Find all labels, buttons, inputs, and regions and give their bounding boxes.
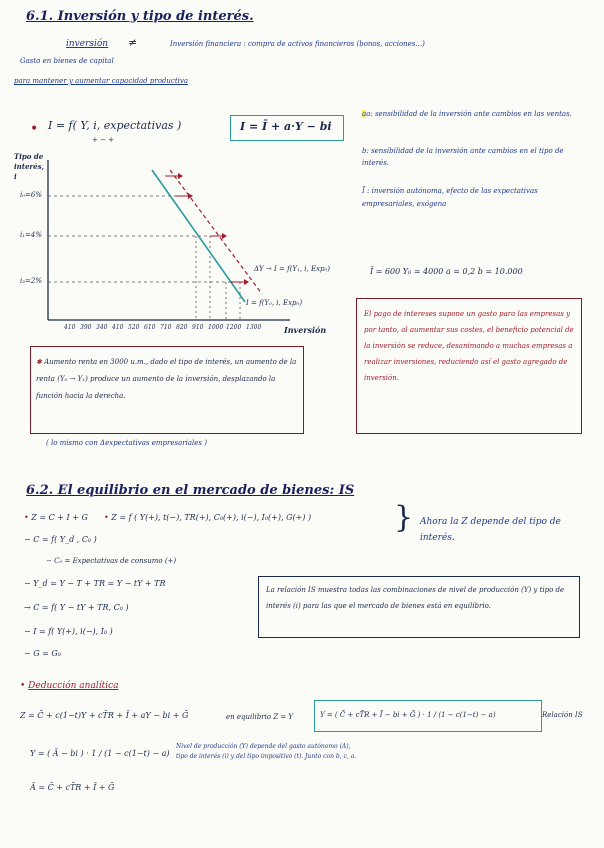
xtick-3: 410 bbox=[112, 324, 124, 331]
autonomous-spending-def: Ā = C̄ + cT̄R + Ī + Ḡ bbox=[30, 783, 115, 792]
xtick-1: 390 bbox=[80, 324, 92, 331]
graph-x-label: Inversión bbox=[284, 325, 327, 335]
investment-equation: I = Ī + a·Y − bi bbox=[240, 120, 332, 133]
legend-b: b: sensibilidad de la inversión ante cambios en el tipo de interés. bbox=[362, 147, 564, 167]
bullet-dot: • bbox=[30, 121, 39, 137]
income-increase-note: ✱ Aumento renta en 3000 u.m., dado el tipo de interés, un aumento de la renta (Y₀ → Y₁) produce un aumento de la inversión, desplazando la función hacia la derecha. bbox=[36, 358, 297, 400]
is-relation-note: La relación IS muestra todas las combinaciones de nivel de producción (Y) y tipo de interés (i) para las que el mercado de bienes está en equilibrio. bbox=[266, 586, 565, 610]
legend-ibar: Ī : inversión autónoma, efecto de las expectativas empresariales, exógena bbox=[362, 187, 538, 208]
xtick-4: 520 bbox=[128, 324, 140, 331]
analytic-derivation-title: • Deducción analítica bbox=[20, 681, 119, 691]
z-depends-note: Ahora la Z depende del tipo de interés. bbox=[420, 517, 561, 543]
disposable-income: − Y_d = Y − T + TR = Y − tY + TR bbox=[24, 579, 166, 588]
z-definition: • Z = C + I + G bbox=[24, 513, 88, 522]
production-note: Nivel de producción (Y) depende del gasto autónomo (A), tipo de interés (i) y del tipo impositivo (t). Junto con b, c, a. bbox=[176, 743, 357, 760]
xtick-9: 1000 bbox=[208, 324, 224, 331]
expectations-note: ( lo mismo con Δexpectativas empresariales ) bbox=[46, 439, 207, 447]
curve-label-shifted: ΔY → I = f(Y₁, i, Exp₀) bbox=[254, 265, 331, 273]
inversion-word: inversión bbox=[66, 39, 109, 49]
is-relation-label: Relación IS bbox=[542, 711, 583, 719]
z-expanded: Z = C̄ + c(1−t)Y + cT̄R + Ī + aY − bi + Ḡ bbox=[20, 711, 189, 720]
financial-investment-note: Inversión financiera : compra de activos financieros (bonos, acciones...) bbox=[170, 40, 425, 48]
xtick-6: 710 bbox=[160, 324, 172, 331]
function-signs: + − + bbox=[92, 136, 115, 144]
ytick-i2: i₂=2% bbox=[20, 277, 43, 285]
equilibrium-condition: en equilibrio Z = Y bbox=[226, 713, 294, 721]
curve-label-original: I = f(Y₀, i, Exp₀) bbox=[246, 299, 303, 307]
ytick-i1: i₁=4% bbox=[20, 231, 43, 239]
xtick-2: 340 bbox=[96, 324, 108, 331]
section-6-1-title: 6.1. Inversión y tipo de interés. bbox=[26, 9, 254, 24]
section-6-2-title: 6.2. El equilibrio en el mercado de bienes: IS bbox=[26, 483, 355, 498]
investment-function-2: − I = f( Y(+), i(−), I₀ ) bbox=[24, 627, 113, 636]
xtick-5: 610 bbox=[144, 324, 156, 331]
not-equal-sign: ≠ bbox=[128, 36, 138, 49]
z-function: • Z = f ( Y(+), t(−), TR(+), C₀(+), i(−), I₀(+), G(+) ) bbox=[104, 513, 312, 522]
bracket: } bbox=[394, 500, 414, 535]
parameter-values: Ī = 600 Y₀ = 4000 a = 0,2 b = 10.000 bbox=[370, 267, 523, 276]
consumption-full: → C = f( Y − tY + TR, C₀ ) bbox=[24, 603, 129, 612]
xtick-8: 910 bbox=[192, 324, 204, 331]
government-spending: − G = G₀ bbox=[24, 649, 62, 658]
xtick-7: 820 bbox=[176, 324, 188, 331]
interest-cost-note: El pago de intereses supone un gasto para las empresas y por tanto, al aumentar sus costes, el beneficio potencial de la inversión se reduce, desanimando a muchas empresas a realizar inversiones, reduciendo así el gasto agregado de inversión. bbox=[364, 310, 574, 382]
consumption-function: − C = f( Y_d , C₀ ) bbox=[24, 535, 97, 544]
investment-function: I = f( Y, i, expectativas ) bbox=[48, 119, 182, 132]
legend-a: aa: sensibilidad de la inversión ante cambios en las ventas. bbox=[362, 110, 572, 118]
investment-curve-shifted bbox=[170, 170, 262, 294]
autonomous-consumption-note: − C₀ = Expectativas de consumo (+) bbox=[46, 557, 177, 565]
y-short-form: Y = ( Ā − bi ) · 1 / (1 − c(1−t) − a) bbox=[30, 749, 170, 758]
capital-goods-note: Gasto en bienes de capital bbox=[20, 57, 114, 65]
xtick-0: 410 bbox=[64, 324, 76, 331]
xtick-10: 1200 bbox=[226, 324, 242, 331]
xtick-11: 1300 bbox=[246, 324, 262, 331]
graph-y-label: Tipo de interés, i bbox=[14, 152, 44, 181]
ytick-i0: i₀=6% bbox=[20, 191, 43, 199]
productive-capacity-note: para mantener y aumentar capacidad productiva bbox=[14, 77, 189, 85]
is-relation-equation: Y = ( C̄ + cT̄R + Ī − bi + Ḡ ) · 1 / (1 − c(1−t) − a) bbox=[320, 711, 496, 719]
